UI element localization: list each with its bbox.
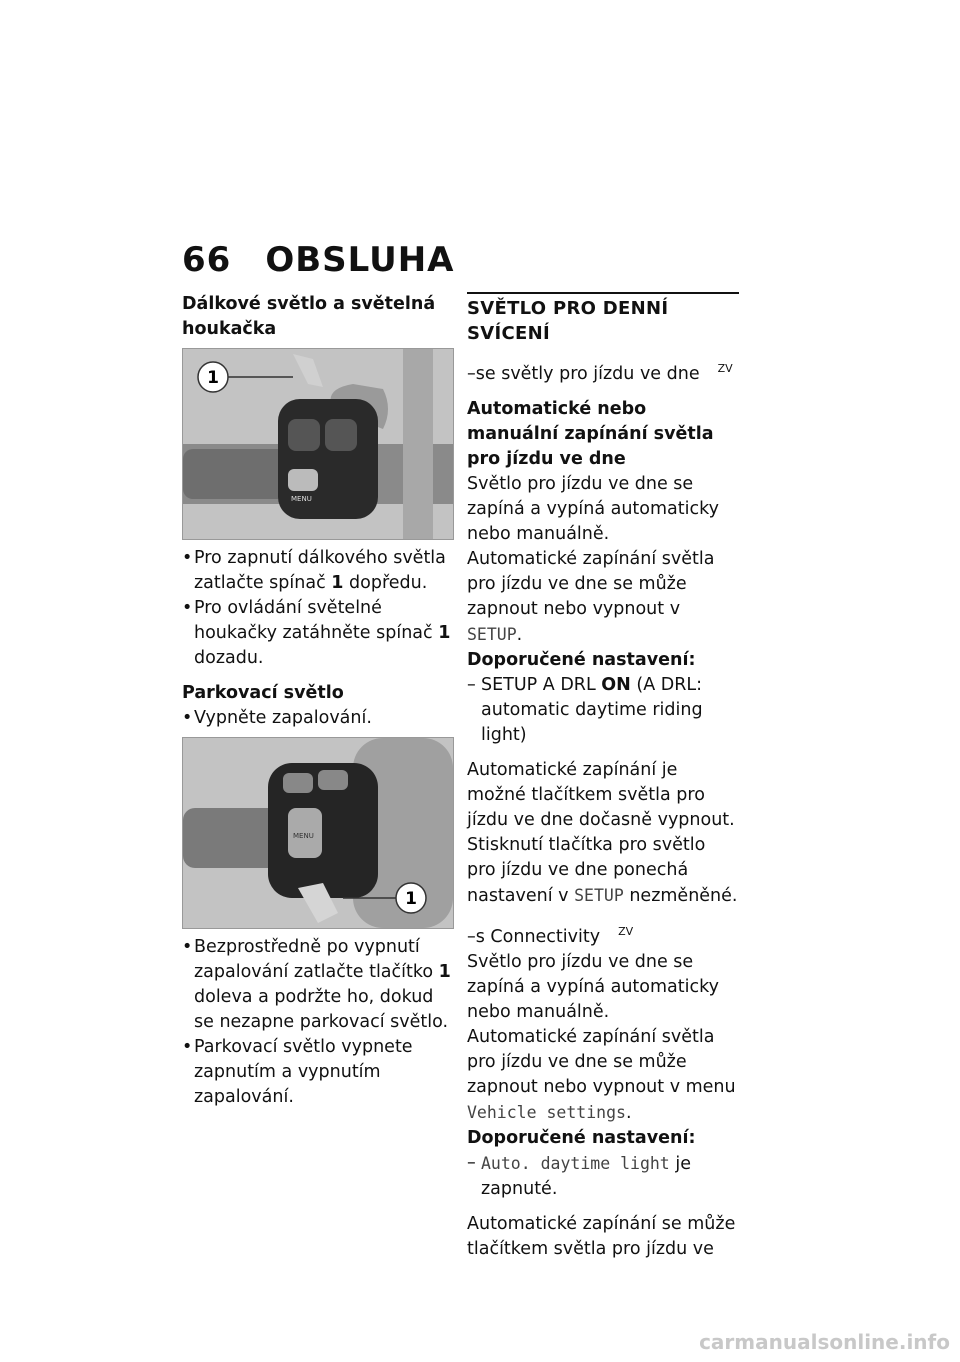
section-title: OBSLUHA: [265, 240, 455, 280]
handlebar-illustration-1: [183, 349, 453, 539]
bullet-parking-on: • Bezprostředně po vypnutí zapalování zatlačte tlačítko 1 doleva a podržte ho, dokud se nezapne parkovací světlo.: [182, 935, 452, 1035]
page-number: 66: [182, 240, 232, 280]
bullet-high-beam-on: • Pro zapnutí dálkového světla zatlačte spínač 1 dopředu.: [182, 546, 452, 596]
heading-high-beam: Dálkové světlo a světelná houkačka: [182, 294, 436, 339]
para-drl-setup: Automatické zapínání světla pro jízdu ve dne se může zapnout nebo vypnout v SETUP.: [467, 548, 715, 645]
bullet-ignition-off: • Vypněte zapalování.: [182, 706, 452, 731]
watermark: carmanualsonline.info: [699, 1330, 950, 1354]
left-column: [182, 292, 452, 1110]
photo-parking-light-switch: [182, 737, 454, 929]
rec-setup-adrl: – SETUP A DRL ON (A DRL: automatic daytime riding light): [467, 674, 703, 745]
bullet-parking-off: • Parkovací světlo vypnete zapnutím a vypnutím zapalování.: [182, 1035, 452, 1110]
photo1-menu-label: MENU: [291, 495, 312, 503]
rec-auto-daytime: – Auto. daytime light je zapnuté.: [467, 1152, 691, 1199]
photo1-callout: 1: [207, 368, 219, 388]
right-column: [467, 292, 739, 1262]
photo2-menu-label: MENU: [293, 832, 314, 840]
heading-drl: SVĚTLO PRO DENNÍ SVÍCENÍ: [467, 298, 669, 344]
rec-heading-1: Doporučené nastavení:: [467, 649, 696, 670]
subheading-drl-auto: Automatické nebo manuální zapínání světla pro jízdu ve dne: [467, 398, 714, 469]
para-drl-auto: Světlo pro jízdu ve dne se zapíná a vypíná automaticky nebo manuálně.: [467, 473, 719, 544]
variant-drl: –se světly pro jízdu ve dne $^{ZV}$: [467, 362, 733, 384]
page-heading: [182, 240, 454, 280]
bullet-flash: • Pro ovládání světelné houkačky zatáhněte spínač 1 dozadu.: [182, 596, 452, 671]
photo2-callout: 1: [405, 889, 417, 909]
para-drl-temporary: Automatické zapínání je možné tlačítkem světla pro jízdu ve dne dočasně vypnout. Stisknutí tlačítka pro světlo pro jízdu ve dne ponechá nastavení v SETUP nezměněné.: [467, 759, 738, 906]
handlebar-illustration-2: [183, 738, 453, 928]
para-conn-menu: Automatické zapínání světla pro jízdu ve dne se může zapnout nebo vypnout v menu Vehicle settings.: [467, 1026, 736, 1123]
photo-high-beam-switch: [182, 348, 454, 540]
para-drl-button: Automatické zapínání se může tlačítkem světla pro jízdu ve: [467, 1213, 736, 1259]
variant-connectivity: –s Connectivity $^{ZV}$: [467, 924, 634, 947]
para-conn-auto: Světlo pro jízdu ve dne se zapíná a vypíná automaticky nebo manuálně.: [467, 951, 719, 1022]
rec-heading-2: Doporučené nastavení:: [467, 1127, 696, 1148]
heading-parking-light: Parkovací světlo: [182, 683, 344, 703]
